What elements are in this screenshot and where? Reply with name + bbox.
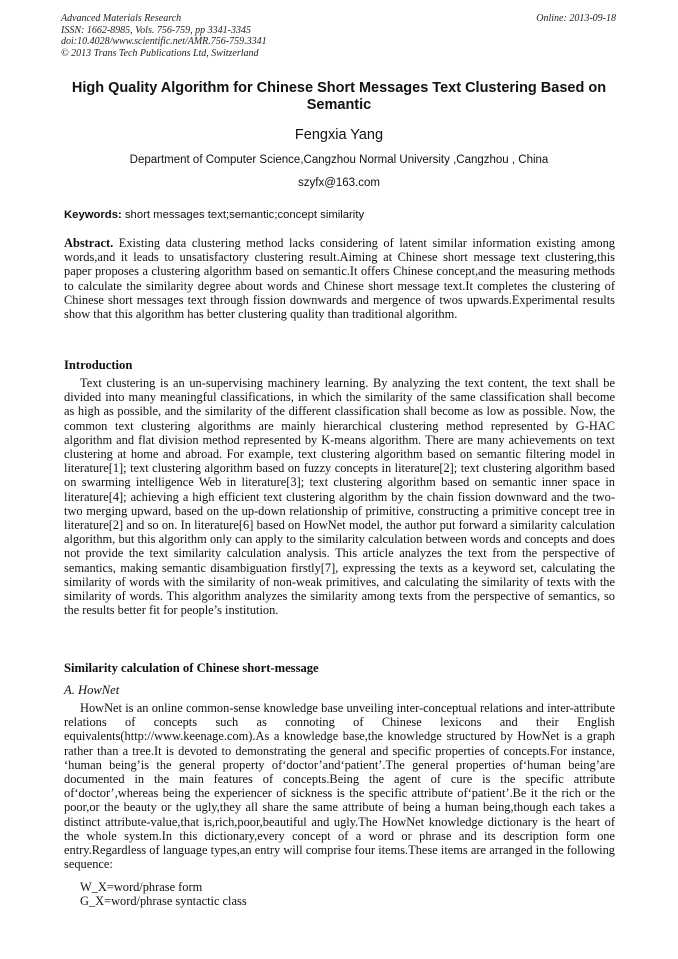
hownet-text: HowNet is an online common-sense knowledge base unveiling inter-conceptual relations and inter-attribute relations of concepts such as connoting of Chinese lexicons and their English equivalents(http://www.keenage.com).As a knowledge base,the knowledge structured by HowNet is a graph rather than a tree.It is devoted to demonstrating the general and specific properties of concepts.For instance, ‘human being’is the general property of‘doctor’and‘patient’.The general properties of‘human being’are documented in the main features of concepts.Being the agent of cure is the specific attribute of‘doctor’,whereas being the experiencer of sickness is the specific attribute of‘patient’.Be it the rich or the poor,or the beauty or the ugly,they all share the same attribute of being a human being,though each takes a distinct attribute-value,that is,rich,poor,beautiful and ugly.The HowNet knowledge dictionary is the heart of the whole system.In this dictionary,every concept of a word or phrase and its description form one entry.Regardless of language types,an entry will comprise four items.These items are arranged in the following sequence: (64, 701, 615, 872)
issn-line: ISSN: 1662-8985, Vols. 756-759, pp 3341-3345 (61, 24, 251, 36)
journal-header (61, 13, 616, 59)
keywords-label: Keywords: (64, 209, 122, 221)
journal-name: Advanced Materials Research (61, 13, 182, 24)
abstract-text: Existing data clustering method lacks considering of latent similar information existing among words,and it leads to unsatisfactory clustering result.Aiming at Chinese short message text clustering,this paper proposes a clustering algorithm based on semantic.It offers Chinese concept,and the measuring methods to calculate the similarity degree about words and Chinese short message text.It completes the clustering of Chinese short messages text through fission downwards and mergence of twos upwards.Experimental results show that this algorithm has better clustering quality than traditional algorithm. (64, 236, 615, 322)
abstract-label: Abstract. (64, 236, 114, 250)
introduction-text: Text clustering is an un-supervising machinery learning. By analyzing the text content, the text shall be divided into many meaningful classifications, in which the similarity of the same classification shall become as high as possible, and the similarity of the different classification shall become as low as possible. Now, the common text clustering algorithms are mainly hierarchical clustering method represented by G-HAC algorithm and flat division method represented by K-means algorithm. There are many achievements on text clustering at home and abroad. For example, text clustering algorithm based on semantic filtering model in literature[1]; text clustering algorithm based on fuzzy concepts in literature[2]; text clustering algorithm based on swarming intelligence Web in literature[3]; text clustering algorithm based on semantic inner space in literature[4]; achieving a high efficient text clustering algorithm by the chain fission downward and the two-two merging upward, based on the up-down relationship of primitive, constructing a primitive concept tree in literature[2] and so on. In literature[6] based on HowNet model, the author put forward a similarity calculation algorithm, but this algorithm only can apply to the similarity calculation between words and concepts and does not provide the text similarity calculation analysis. This article analyzes the text from the perspective of semantics, making semantic disambiguation firstly[7], expressing the texts as a keyword set, calculating the similarity of words with the similarity of non-weak primitives, and calculating the similarity of texts with the similarity of words. This algorithm analyzes the similarity among texts from the perspective of semantics, so the results better fit for people’s institution. (64, 376, 615, 618)
similarity-heading: Similarity calculation of Chinese short-message (64, 661, 319, 675)
keywords (64, 208, 614, 222)
copyright-line: © 2013 Trans Tech Publications Ltd, Switzerland (61, 47, 259, 59)
online-date: Online: 2013-09-18 (536, 13, 616, 24)
introduction-heading: Introduction (64, 358, 133, 372)
author-name: Fengxia Yang (294, 127, 384, 143)
entry-item: W_X=word/phrase form (80, 880, 203, 894)
author-email: szyfx@163.com (298, 177, 380, 189)
doi-line: doi:10.4028/www.scientific.net/AMR.756-759.3341 (61, 36, 267, 47)
author-affiliation: Department of Computer Science,Cangzhou Normal University ,Cangzhou , China (129, 154, 549, 166)
abstract (64, 236, 615, 321)
entry-item: G_X=word/phrase syntactic class (80, 894, 247, 908)
keywords-text: short messages text;semantic;concept similarity (121, 209, 365, 221)
hownet-subheading: A. HowNet (64, 683, 120, 697)
paper-title: High Quality Algorithm for Chinese Short Messages Text Clustering Based on Semantic (71, 80, 607, 113)
